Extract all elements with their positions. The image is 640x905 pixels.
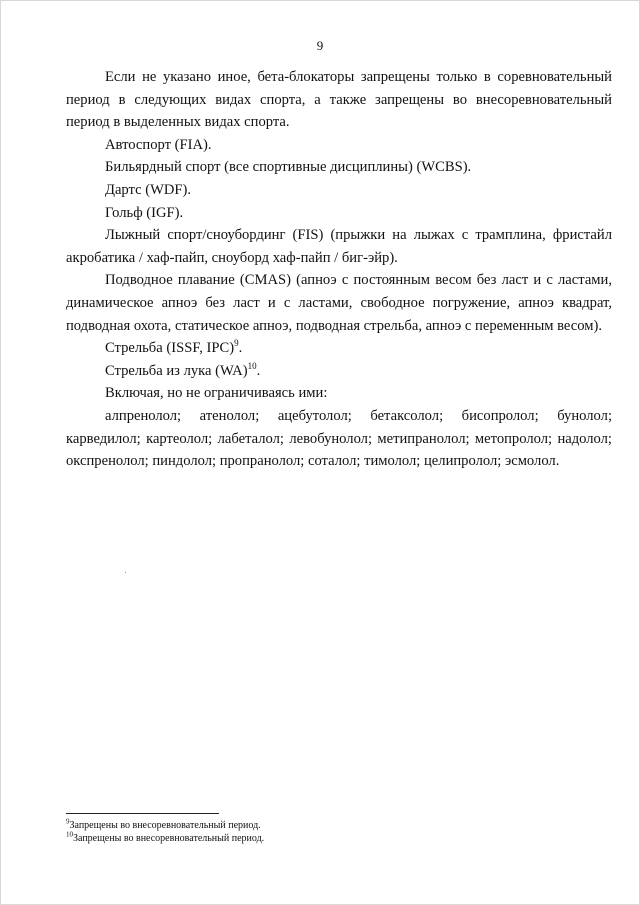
sport-item-motorsport [66, 134, 612, 157]
footnote-separator [66, 813, 219, 814]
footnote-text: Запрещены во внесоревновательный период. [73, 832, 265, 844]
sport-item-darts [66, 179, 612, 202]
footnotes [66, 817, 612, 845]
sport-item-punct: . [256, 362, 261, 379]
sport-item-text: Автоспорт (FIA). [105, 136, 212, 153]
sport-item-text: Стрельба из лука (WA) [105, 362, 248, 379]
scan-speck [125, 572, 126, 573]
sport-item-text: Дартс (WDF). [105, 181, 192, 198]
sport-item-golf [66, 202, 612, 225]
substance-list [66, 405, 612, 473]
sport-item-text: Лыжный спорт/сноубординг (FIS) (прыжки на лыжах с трамплина, фристайл акробатика / хаф-пайп, сноуборд хаф-пайп / биг-эйр). [66, 227, 612, 266]
footnote-ref: 10 [247, 360, 257, 371]
including-intro [66, 382, 612, 405]
footnote-text: Запрещены во внесоревновательный период. [69, 820, 261, 831]
page-number: 9 [316, 38, 324, 53]
footnote-number: 9 [66, 817, 70, 826]
sport-item-text: Гольф (IGF). [105, 204, 184, 221]
including-intro-text: Включая, но не ограничиваясь ими: [105, 385, 328, 402]
sport-item-text: Подводное плавание (CMAS) (апноэ с постоянным весом без ласт и с ластами, динамическое апноэ без ласт и с ластами, свободное погружение, апноэ квадрат, подводная охота, статическое апноэ, подводная стрельба, апноэ с переменным весом). [66, 272, 612, 334]
sport-item-text: Стрельба (ISSF, IPC) [105, 340, 235, 357]
sport-item-underwater [66, 269, 612, 337]
sport-item-archery [66, 360, 612, 383]
document-body [66, 66, 612, 473]
footnote-9 [66, 817, 612, 833]
sport-item-text: Бильярдный спорт (все спортивные дисциплины) (WCBS). [105, 159, 472, 176]
intro-paragraph [66, 66, 612, 134]
sport-item-billiards [66, 156, 612, 179]
sport-item-skiing [66, 224, 612, 269]
sport-item-punct: . [238, 340, 243, 357]
substance-list-text: алпренолол; атенолол; ацебутолол; бетаксолол; бисопролол; бунолол; карведилол; картеолол; лабеталол; левобунолол; метипранолол; метопролол; надолол; окспренолол; пиндолол; пропранолол; соталол; тимолол; целипролол; эсмолол. [66, 407, 612, 470]
intro-paragraph-text: Если не указано иное, бета-блокаторы запрещены только в соревновательный период в следующих видах спорта, а также запрещены во внесоревновательный период в выделенных видах спорта. [66, 69, 612, 131]
footnote-number: 10 [66, 830, 73, 839]
footnote-ref: 9 [234, 338, 239, 349]
sport-item-shooting [66, 337, 612, 360]
footnote-10 [66, 830, 612, 846]
